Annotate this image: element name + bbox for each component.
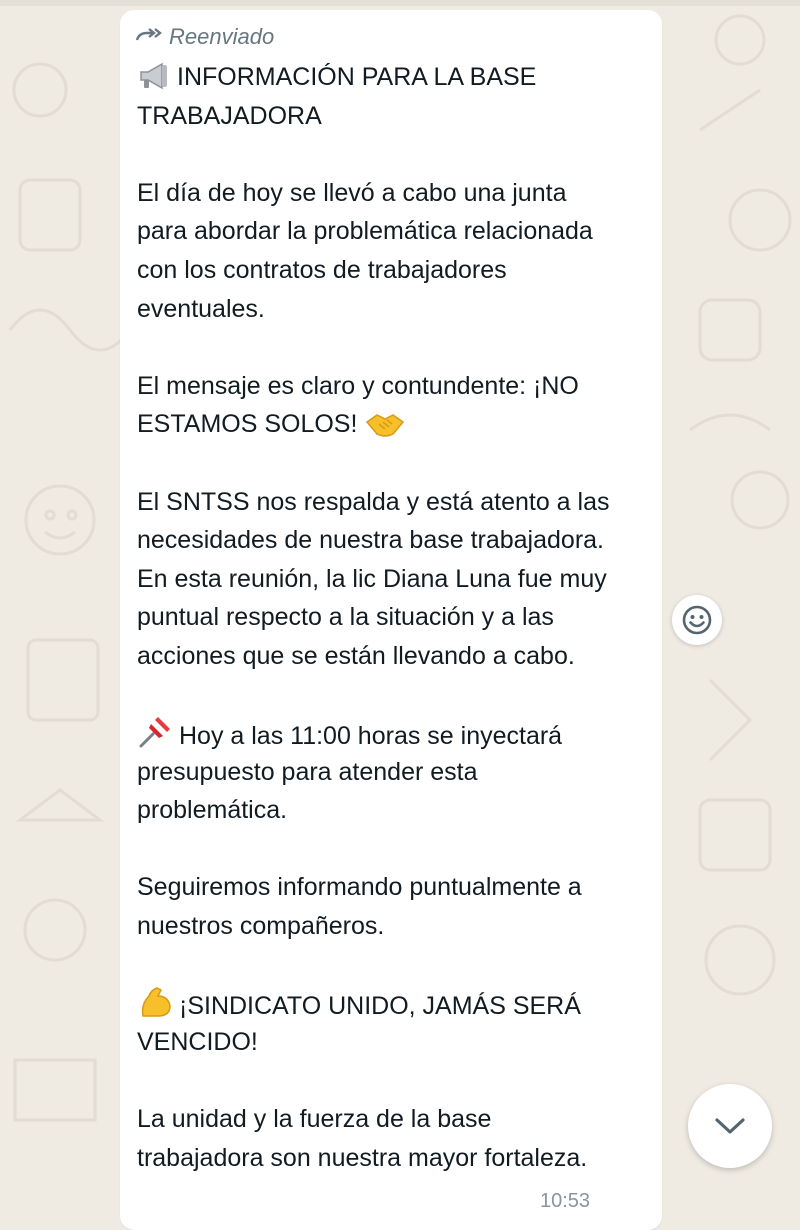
message-line-text: trabajadora son nuestra mayor fortaleza. xyxy=(137,1143,588,1172)
message-line-text: Hoy a las 11:00 horas se inyectará xyxy=(179,722,563,751)
message-text xyxy=(137,58,652,1177)
message-line xyxy=(137,174,652,213)
message-line-text: acciones que se están llevando a cabo. xyxy=(137,641,575,670)
message-line xyxy=(137,483,652,522)
message-line-text: TRABAJADORA xyxy=(137,101,322,130)
message-line xyxy=(137,251,652,290)
message-line xyxy=(137,753,652,792)
message-line-text: con los contratos de trabajadores xyxy=(137,255,507,284)
message-line-text: necesidades de nuestra base trabajadora. xyxy=(137,526,604,555)
forwarded-text: Reenviado xyxy=(169,24,275,49)
message-time: 10:53 xyxy=(540,1190,591,1212)
top-edge xyxy=(0,0,800,6)
forward-arrows-icon xyxy=(135,27,163,47)
message-line xyxy=(137,868,652,907)
message-line xyxy=(137,1139,652,1178)
message-line xyxy=(137,328,652,367)
message-line-text: para abordar la problemática relacionada xyxy=(137,217,593,246)
message-line-text: puntual respecto a la situación y a las xyxy=(137,603,554,632)
message-line xyxy=(137,946,652,985)
message-line-text: La unidad y la fuerza de la base xyxy=(137,1105,492,1134)
message-line xyxy=(137,598,652,637)
message-line-text: El día de hoy se llevó a cabo una junta xyxy=(137,178,567,207)
message-line xyxy=(137,560,652,599)
message-line xyxy=(137,676,652,715)
message-line-text: eventuales. xyxy=(137,294,265,323)
message-line-text: presupuesto para atender esta xyxy=(137,757,478,786)
message-line xyxy=(137,58,652,97)
message-line xyxy=(137,135,652,174)
message-line-text: ESTAMOS SOLOS! xyxy=(137,410,358,439)
message-line xyxy=(137,367,652,406)
message-line-text: INFORMACIÓN PARA LA BASE xyxy=(177,63,537,91)
smiley-icon xyxy=(681,604,713,636)
message-line xyxy=(137,830,652,869)
forwarded-label xyxy=(135,24,274,50)
handshake-icon xyxy=(365,410,405,450)
message-line xyxy=(137,212,652,251)
scroll-to-bottom-button[interactable] xyxy=(688,1084,772,1168)
message-line xyxy=(137,97,652,136)
react-button[interactable] xyxy=(672,595,722,645)
message-line-text: Seguiremos informando puntualmente a xyxy=(137,873,582,902)
message-line xyxy=(137,405,652,444)
message-line xyxy=(137,1100,652,1139)
message-line xyxy=(137,521,652,560)
message-line-text: nuestros compañeros. xyxy=(137,912,385,941)
message-line-text: problemática. xyxy=(137,796,288,825)
message-line-text: El mensaje es claro y contundente: ¡NO xyxy=(137,371,579,400)
message-line xyxy=(137,791,652,830)
message-line xyxy=(137,637,652,676)
chevron-down-icon xyxy=(713,1116,747,1136)
message-line-text: El SNTSS nos respalda y está atento a las xyxy=(137,487,610,516)
message-line-text: VENCIDO! xyxy=(137,1027,258,1056)
message-line xyxy=(137,290,652,329)
message-line xyxy=(137,907,652,946)
message-line xyxy=(137,1023,652,1062)
message-line xyxy=(137,1061,652,1100)
message-line xyxy=(137,984,652,1023)
message-line-text: En esta reunión, la lic Diana Luna fue muy xyxy=(137,564,607,593)
message-line xyxy=(137,714,652,753)
message-line-text: ¡SINDICATO UNIDO, JAMÁS SERÁ xyxy=(179,992,581,1021)
